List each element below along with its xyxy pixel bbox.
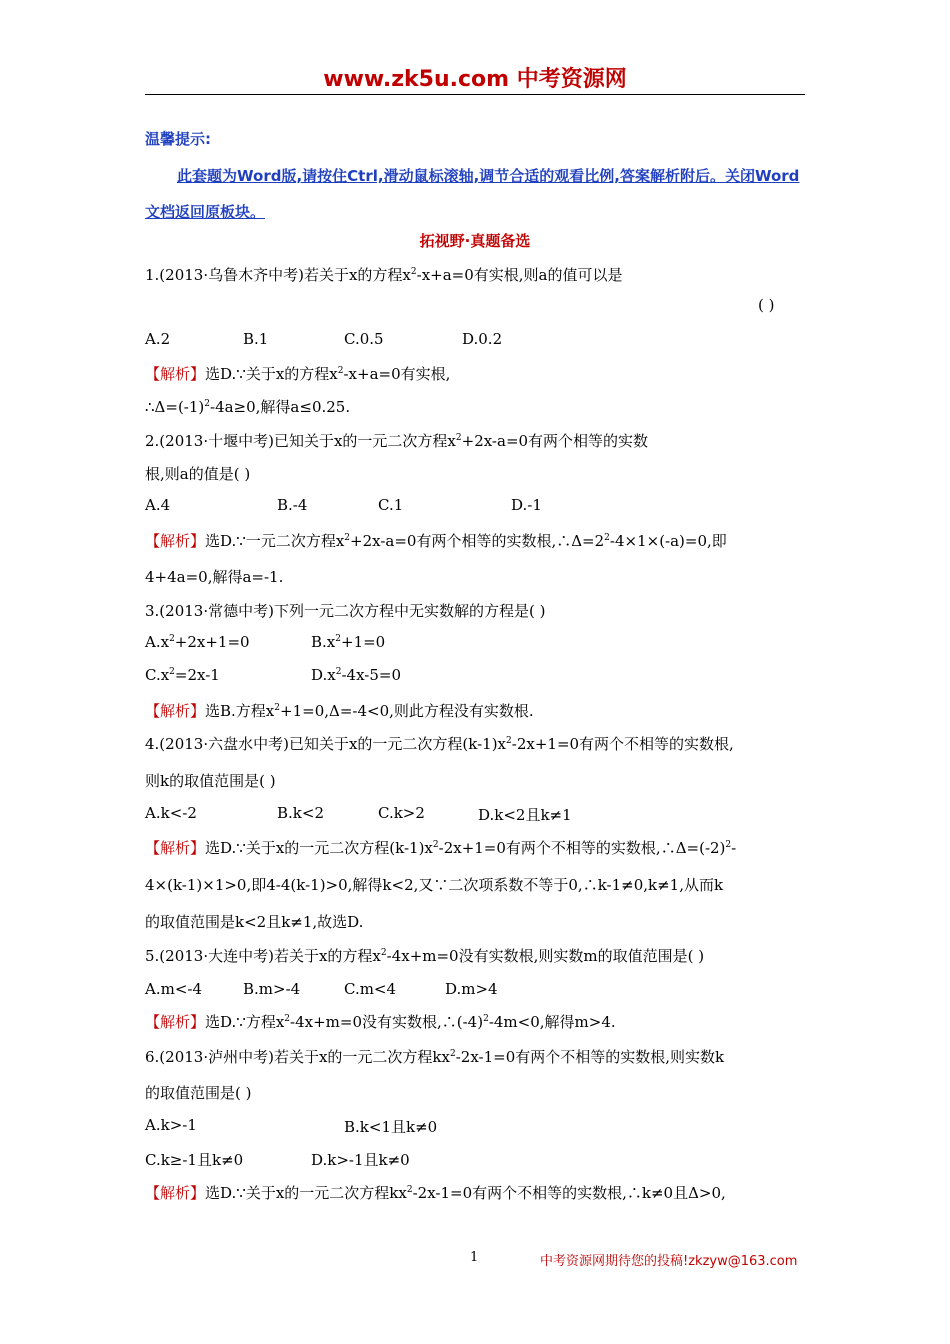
q2-stem: 2.(2013·十堰中考)已知关于x的一元二次方程$x^2+2x-a=0$有两个相等的实数	[145, 432, 649, 450]
q2-option-d: D.-1	[511, 496, 542, 514]
q6-stem-line2: 的取值范围是( )	[145, 1084, 252, 1102]
q5-answer: 【解析】选D.∵方程$x^2-4x+m=0$没有实数根$,\therefore(-4)^2-4m<0$,解得m>4.	[145, 1013, 616, 1031]
q6-answer: 【解析】选D.∵关于x的一元二次方程$kx^2-2x-1=0$有两个不相等的实数根,∴k≠0且Δ>0,	[145, 1184, 726, 1202]
q6-option-a: A.k>-1	[145, 1116, 197, 1134]
q3-stem: 3.(2013·常德中考)下列一元二次方程中无实数解的方程是( )	[145, 602, 546, 620]
q1-stem: 1.(2013·乌鲁木齐中考)若关于x的方程$x^2-x+a=0$有实根,则a的值可以是	[145, 266, 623, 284]
q1-option-b: B.1	[243, 330, 269, 348]
q4-option-d: D.k<2且k≠1	[478, 806, 572, 824]
q2-option-a: A.4	[145, 496, 171, 514]
q1-answer-line1: 【解析】选D.∵关于x的方程$x^2-x+a=0$有实根,	[145, 365, 451, 383]
q3-option-d: $D.x^2-4x-5=0$	[311, 666, 401, 684]
q3-option-a: $A.x^2+2x+1=0$	[145, 633, 250, 651]
q2-option-b: B.-4	[277, 496, 308, 514]
header-rule	[145, 94, 805, 95]
q1-blank: ( )	[758, 296, 775, 314]
q1-option-a: A.2	[145, 330, 171, 348]
q4-option-c: C.k>2	[378, 804, 425, 822]
q4-stem-line2: 则k的取值范围是( )	[145, 772, 276, 790]
q5-option-a: A.m<-4	[145, 980, 203, 998]
q6-option-d: D.k>-1且k≠0	[311, 1151, 410, 1169]
q3-option-c: $C.x^2=2x-1$	[145, 666, 220, 684]
q6-stem: 6.(2013·泸州中考)若关于x的一元二次方程$kx^2-2x-1=0$有两个不相等的实数根,则实数k	[145, 1048, 725, 1066]
q6-option-c: C.k≥-1且k≠0	[145, 1151, 244, 1169]
q1-answer-line2: $\therefore\Delta=(-1)^2-4a\ge 0$,解得a≤0.25.	[145, 398, 351, 416]
hint-body[interactable]: 此套题为Word版,请按住Ctrl,滑动鼠标滚轴,调节合适的观看比例,答案解析附后。关闭Word文档返回原板块。	[145, 167, 800, 221]
q1-option-c: C.0.5	[344, 330, 384, 348]
q2-answer-line1: 【解析】选D.∵一元二次方程$x^2+2x-a=0$有两个相等的实数根$,\therefore\Delta=2^2-4\times 1\times(-a)=0$,即	[145, 532, 727, 550]
q5-stem: 5.(2013·大连中考)若关于x的方程$x^2-4x+m=0$没有实数根,则实数m的取值范围是( )	[145, 947, 705, 965]
q5-option-d: D.m>4	[445, 980, 498, 998]
section-title: 拓视野·真题备选	[419, 232, 531, 250]
q5-option-c: C.m<4	[344, 980, 397, 998]
q4-stem: 4.(2013·六盘水中考)已知关于x的一元二次方程$(k-1)x^2-2x+1=0$有两个不相等的实数根,	[145, 735, 734, 753]
q2-stem-line2: 根,则a的值是( )	[145, 465, 251, 483]
q4-option-a: A.k<-2	[145, 804, 197, 822]
q4-answer-line3: 的取值范围是k<2且k≠1,故选D.	[145, 913, 364, 931]
q4-option-b: B.k<2	[277, 804, 324, 822]
q4-answer-line2: 4×(k-1)×1>0,即4-4(k-1)>0,解得k<2,又∵二次项系数不等于0,∴k-1≠0,k≠1,从而k	[145, 876, 724, 894]
q4-answer-line1: 【解析】选D.∵关于x的一元二次方程$(k-1)x^2-2x+1=0$有两个不相等的实数根$,\therefore\Delta=(-2)^2-$	[145, 839, 737, 857]
hint-title: 温馨提示:	[145, 130, 211, 148]
q5-option-b: B.m>-4	[243, 980, 301, 998]
page-number: 1	[470, 1250, 479, 1265]
site-header: www.zk5u.com 中考资源网	[323, 67, 627, 92]
q3-option-b: $B.x^2+1=0$	[311, 633, 386, 651]
q1-option-d: D.0.2	[462, 330, 503, 348]
q6-option-b: B.k<1且k≠0	[344, 1118, 438, 1136]
q2-option-c: C.1	[378, 496, 404, 514]
q2-answer-line2: 4+4a=0,解得a=-1.	[145, 568, 284, 586]
q3-answer: 【解析】选B.方程$x^2+1=0,\Delta=-4<0$,则此方程没有实数根.	[145, 702, 534, 720]
footer-note: 中考资源网期待您的投稿!zkzyw@163.com	[540, 1254, 798, 1269]
